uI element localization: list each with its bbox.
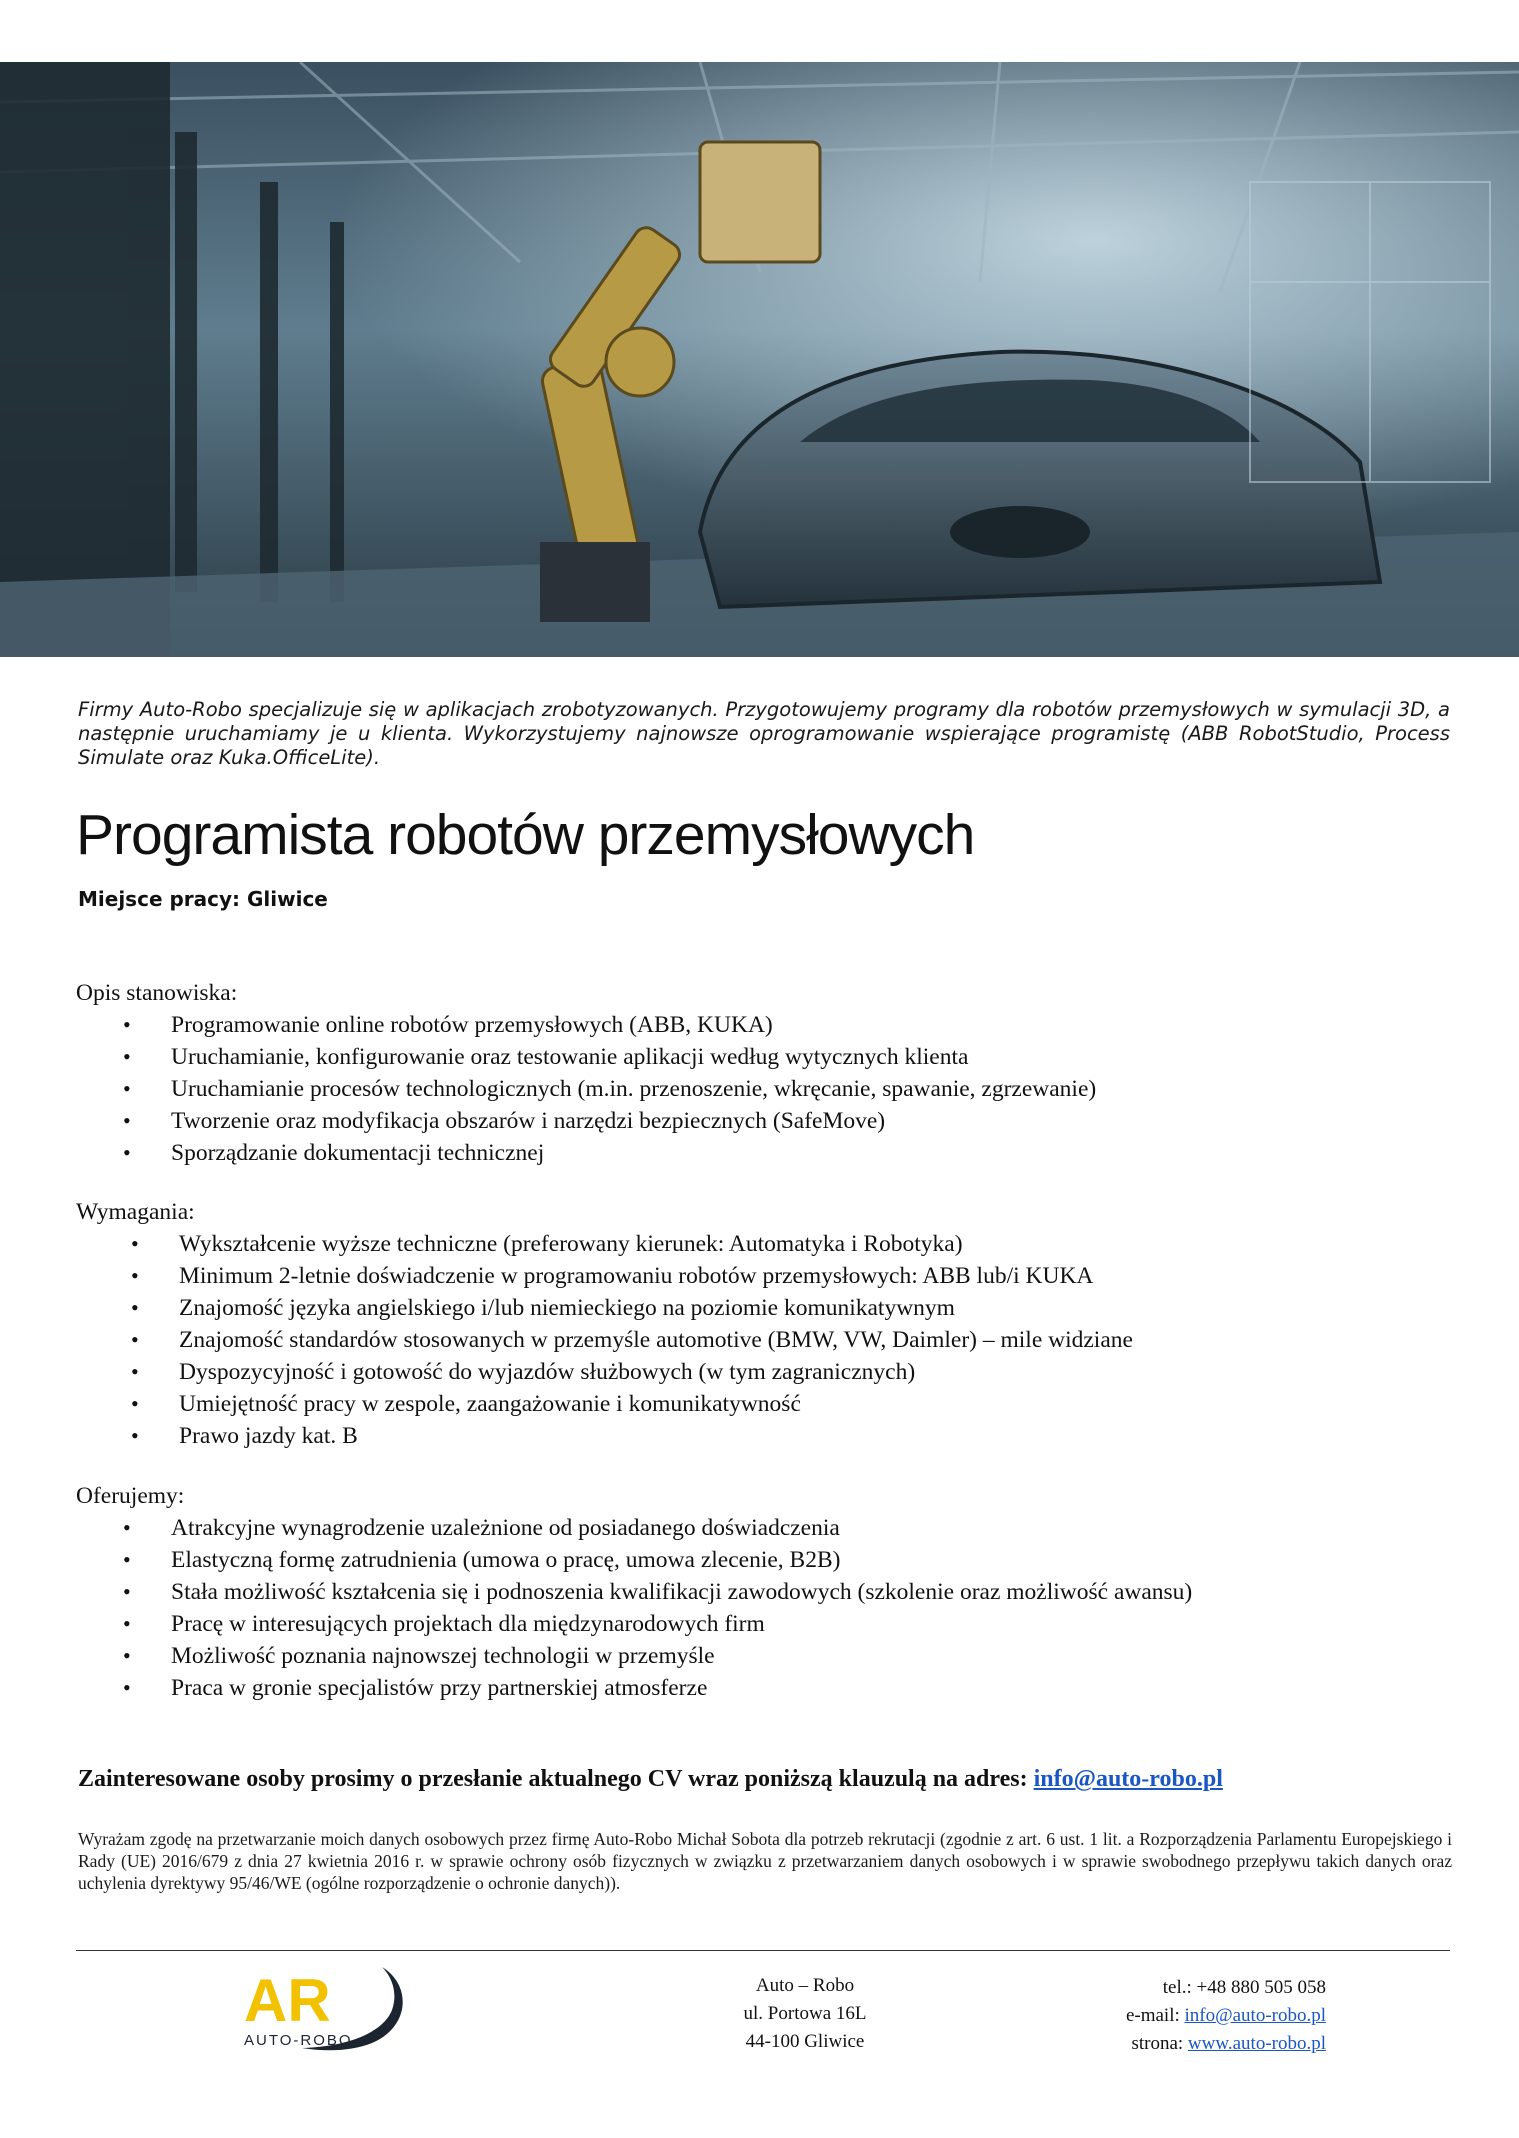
list-item: • Możliwość poznania najnowszej technologii w przemyśle (76, 1640, 1192, 1672)
bullet-icon: • (131, 1327, 139, 1352)
bullet-icon: • (123, 1579, 131, 1604)
auto-robo-logo-icon (232, 1955, 412, 2055)
bullet-icon: • (123, 1044, 131, 1069)
bullet-icon: • (123, 1108, 131, 1133)
robot-factory-photo-icon (0, 62, 1519, 657)
bullet-icon: • (123, 1076, 131, 1101)
bullet-icon: • (123, 1012, 131, 1037)
list-item: • Uruchamianie, konfigurowanie oraz testowanie aplikacji według wytycznych klienta (76, 1041, 1096, 1073)
requirements-list (76, 1228, 1133, 1452)
apply-text: Zainteresowane osoby prosimy o przesłanie aktualnego CV wraz poniższą klauzulą na adres: (78, 1766, 1034, 1792)
bullet-icon: • (123, 1643, 131, 1668)
apply-instructions (78, 1766, 1223, 1793)
job-location: Miejsce pracy: Gliwice (78, 887, 328, 911)
company-address (640, 1972, 970, 2056)
bullet-icon: • (123, 1515, 131, 1540)
company-contact (1040, 1974, 1326, 2058)
bullet-icon: • (131, 1423, 139, 1448)
list-item: • Stała możliwość kształcenia się i podnoszenia kwalifikacji zawodowych (szkolenie oraz możliwość awansu) (76, 1576, 1192, 1608)
gdpr-consent-clause: Wyrażam zgodę na przetwarzanie moich danych osobowych przez firmę Auto-Robo Michał Sobota dla potrzeb rekrutacji (zgodnie z art. 6 ust. 1 lit. a Rozporządzenia Parlamentu Europejskiego i Rady (UE) 2016/679 z dnia 27 kwietnia 2016 r. w sprawie ochrony osób fizycznych w związku z przetwarzaniem danych osobowych i w sprawie swobodnego przepływu takich danych oraz uchylenia dyrektywy 95/46/WE (ogólne rozporządzenie o ochronie danych)). (78, 1829, 1452, 1893)
bullet-icon: • (131, 1231, 139, 1256)
hero-image (0, 62, 1519, 657)
section-heading: Oferujemy: (76, 1483, 185, 1509)
list-item: • Dyspozycyjność i gotowość do wyjazdów służbowych (w tym zagranicznych) (76, 1356, 1133, 1388)
company-intro: Firmy Auto-Robo specjalizuje się w aplikacjach zrobotyzowanych. Przygotowujemy programy dla robotów przemysłowych w symulacji 3D, a następnie uruchamiamy je u klienta. Wykorzystujemy najnowsze oprogramowanie wspierające programistę (ABB RobotStudio, Process Simulate oraz Kuka.OfficeLite). (78, 698, 1450, 769)
list-item: • Wykształcenie wyższe techniczne (preferowany kierunek: Automatyka i Robotyka) (76, 1228, 1133, 1260)
bullet-icon: • (131, 1359, 139, 1384)
list-item: • Atrakcyjne wynagrodzenie uzależnione od posiadanego doświadczenia (76, 1512, 1192, 1544)
page-title: Programista robotów przemysłowych (76, 803, 975, 867)
section-heading: Wymagania: (76, 1199, 195, 1225)
address-line: ul. Portowa 16L (743, 2003, 867, 2024)
email-line: e-mail: info@auto-robo.pl (1125, 2005, 1326, 2026)
footer-divider (76, 1950, 1450, 1951)
address-line: Auto – Robo (755, 1975, 855, 1996)
list-item: • Znajomość języka angielskiego i/lub niemieckiego na poziomie komunikatywnym (76, 1292, 1133, 1324)
job-description-list (76, 1009, 1096, 1169)
phone-line: tel.: +48 880 505 058 (1162, 1977, 1326, 1998)
list-item: • Umiejętność pracy w zespole, zaangażowanie i komunikatywność (76, 1388, 1133, 1420)
section-heading: Opis stanowiska: (76, 980, 238, 1006)
website-line: strona: www.auto-robo.pl (1131, 2033, 1326, 2054)
list-item: • Sporządzanie dokumentacji technicznej (76, 1137, 1096, 1169)
svg-text:AUTO-ROBO: AUTO-ROBO (244, 2032, 353, 2049)
apply-email-link[interactable]: info@auto-robo.pl (1033, 1766, 1223, 1792)
section-requirements (76, 1196, 1133, 1452)
footer-website-link[interactable]: www.auto-robo.pl (1187, 2033, 1326, 2054)
section-offer (76, 1480, 1192, 1704)
section-job-description (76, 977, 1096, 1169)
list-item: • Minimum 2-letnie doświadczenie w programowaniu robotów przemysłowych: ABB lub/i KUKA (76, 1260, 1133, 1292)
list-item: • Elastyczną formę zatrudnienia (umowa o pracę, umowa zlecenie, B2B) (76, 1544, 1192, 1576)
list-item: • Pracę w interesujących projektach dla międzynarodowych firm (76, 1608, 1192, 1640)
auto-robo-logo (232, 1955, 412, 2055)
bullet-icon: • (123, 1675, 131, 1700)
list-item: • Tworzenie oraz modyfikacja obszarów i narzędzi bezpiecznych (SafeMove) (76, 1105, 1096, 1137)
list-item: • Programowanie online robotów przemysłowych (ABB, KUKA) (76, 1009, 1096, 1041)
footer-email-link[interactable]: info@auto-robo.pl (1184, 2005, 1326, 2026)
svg-text:AR: AR (244, 1967, 331, 2034)
bullet-icon: • (131, 1263, 139, 1288)
list-item: • Uruchamianie procesów technologicznych (m.in. przenoszenie, wkręcanie, spawanie, zgrzewanie) (76, 1073, 1096, 1105)
list-item: • Praca w gronie specjalistów przy partnerskiej atmosferze (76, 1672, 1192, 1704)
list-item: • Prawo jazdy kat. B (76, 1420, 1133, 1452)
bullet-icon: • (123, 1140, 131, 1165)
offer-list (76, 1512, 1192, 1704)
bullet-icon: • (131, 1391, 139, 1416)
bullet-icon: • (123, 1547, 131, 1572)
bullet-icon: • (131, 1295, 139, 1320)
list-item: • Znajomość standardów stosowanych w przemyśle automotive (BMW, VW, Daimler) – mile widziane (76, 1324, 1133, 1356)
address-line: 44-100 Gliwice (745, 2031, 865, 2052)
bullet-icon: • (123, 1611, 131, 1636)
